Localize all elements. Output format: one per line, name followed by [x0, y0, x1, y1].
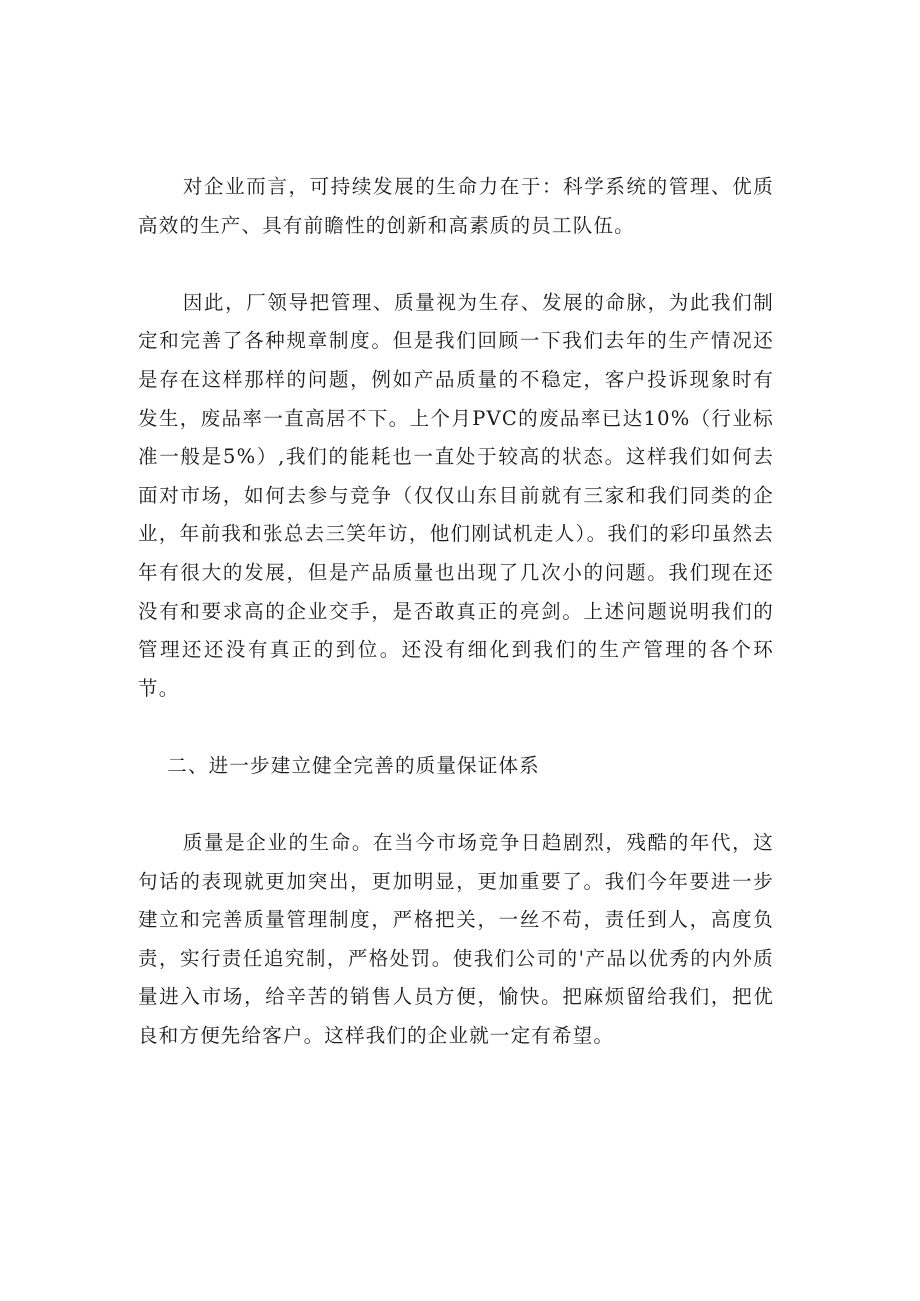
section-heading: 二、进一步建立健全完善的质量保证体系 — [167, 753, 540, 777]
paragraph-quality-system: 质量是企业的生命。在当今市场竞争日趋剧烈，残酷的年代，这句话的表现就更加突出，更加明显，更加重要了。我们今年要进一步建立和完善质量管理制度，严格把关，一丝不苟，责任到人，高度负责，实行责任追究制，严格处罚。使我们公司的'产品以优秀的内外质量进入市场，给辛苦的销售人员方便，愉快。把麻烦留给我们，把优良和方便先给客户。这样我们的企业就一定有希望。 — [138, 831, 774, 1048]
document-body — [138, 168, 774, 1056]
paragraph-sustainability: 对企业而言，可持续发展的生命力在于：科学系统的管理、优质高效的生产、具有前瞻性的创新和高素质的员工队伍。 — [138, 175, 774, 237]
paragraph-quality-problems: 因此，厂领导把管理、质量视为生存、发展的命脉，为此我们制定和完善了各种规章制度。但是我们回顾一下我们去年的生产情况还是存在这样那样的问题，例如产品质量的不稳定，客户投诉现象时有发生，废品率一直高居不下。上个月PVC的废品率已达10%（行业标准一般是5%）,我们的能耗也一直处于较高的状态。这样我们如何去面对市场，如何去参与竞争（仅仅山东目前就有三家和我们同类的企业，年前我和张总去三笑年访，他们刚试机走人）。我们的彩印虽然去年有很大的发展，但是产品质量也出现了几次小的问题。我们现在还没有和要求高的企业交手，是否敢真正的亮剑。上述问题说明我们的管理还还没有真正的到位。还没有细化到我们的生产管理的各个环节。 — [138, 290, 774, 700]
